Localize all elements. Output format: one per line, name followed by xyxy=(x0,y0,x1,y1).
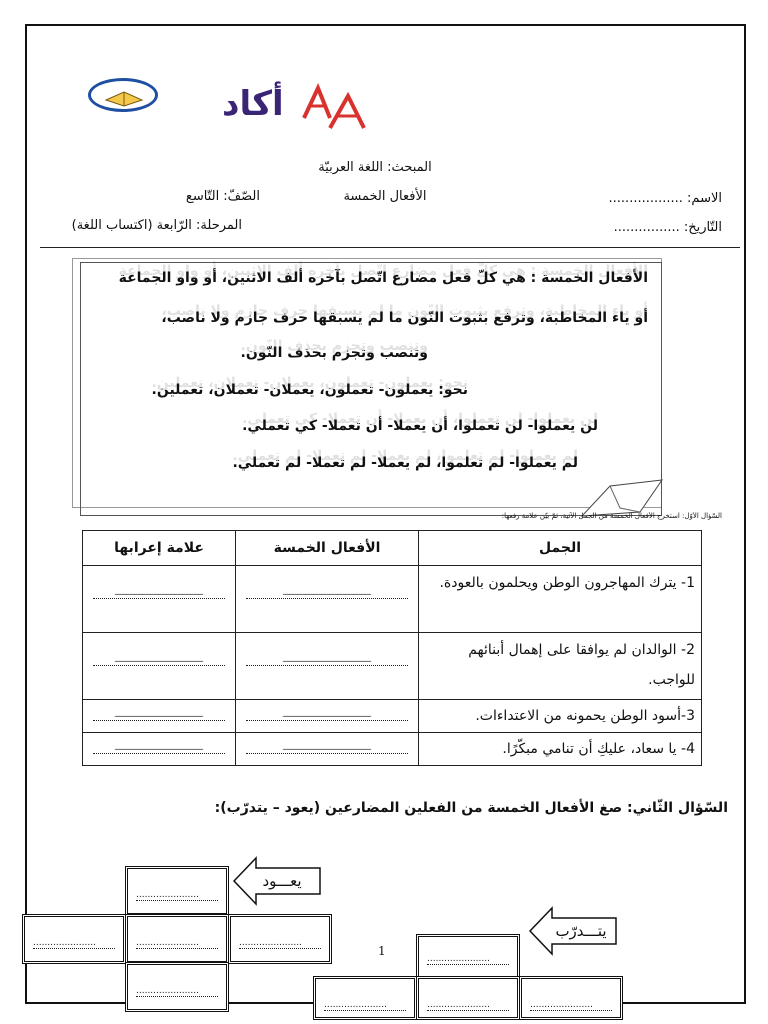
column-header-verbs: الأفعال الخمسة xyxy=(236,531,419,566)
verb1-label: يعـــود xyxy=(262,872,302,890)
verb-answer-cell[interactable]: ________________ xyxy=(236,566,419,633)
definition-example-2: لن يعملوا- لن تعملوا، أن يعملا- أن تعملا- كي تعملي. xyxy=(242,418,598,434)
sentence-cell: 1- يترك المهاجرون الوطن ويحلمون بالعودة. xyxy=(419,566,702,633)
table-row xyxy=(83,566,702,633)
verb2-cell-center[interactable]: ...................... xyxy=(416,976,520,1020)
verb-answer-cell[interactable]: ________________ xyxy=(236,733,419,766)
verb2-label: يتـــدرّب xyxy=(555,922,607,940)
verb1-cell-top[interactable]: ...................... xyxy=(125,866,229,916)
sentence-cell: 2- الوالدان لم يوافقا على إهمال أبنائهم للواجب. xyxy=(419,633,702,700)
verb1-cell-left[interactable]: ...................... xyxy=(22,914,126,964)
verb-answer-cell[interactable]: ________________ xyxy=(236,700,419,733)
verb2-cell-top[interactable]: ...................... xyxy=(416,934,520,980)
page-number: 1 xyxy=(378,944,386,958)
verb1-cell-center[interactable]: ...................... xyxy=(125,914,229,964)
definition-example-3: لم يعملوا- لم تعلموا، لم يعملا- لم تعملا- لم تعملي. xyxy=(232,455,578,471)
subject-label: المبحث: اللغة العربيّة xyxy=(318,160,432,175)
verb1-cell-right[interactable]: ...................... xyxy=(228,914,332,964)
sentence-cell: 4- يا سعاد، عليكِ أن تنامي مبكّرًا. xyxy=(419,733,702,766)
stage-label: المرحلة: الرّابعة (اكتساب اللغة) xyxy=(71,218,242,233)
book-icon xyxy=(100,82,148,110)
sign-answer-cell[interactable]: ________________ xyxy=(83,733,236,766)
verb2-cell-right[interactable]: ...................... xyxy=(519,976,623,1020)
date-field[interactable]: التّاريخ: ................ xyxy=(613,220,722,235)
table-header-row xyxy=(83,531,702,566)
brand-name: أكاد xyxy=(222,84,284,124)
sentence-cell: 3-أسود الوطن يحمونه من الاعتداءات. xyxy=(419,700,702,733)
sign-answer-cell[interactable]: ________________ xyxy=(83,633,236,700)
table-row xyxy=(83,733,702,766)
definition-line-2: أو ياء المخاطبة، وترفع بثبوت النّون ما لم يسبقها حرف جازم ولا ناصب، xyxy=(161,310,648,326)
sign-answer-cell[interactable]: ________________ xyxy=(83,700,236,733)
table-row xyxy=(83,700,702,733)
student-name-field[interactable]: الاسم: .................. xyxy=(608,191,722,206)
header-divider xyxy=(40,247,740,248)
question1-label: السّؤال الأوّل: استخرج الأفعال الخمسة من الجمل الآتية، ثمّ بيّن علامة رفعها: xyxy=(501,512,722,520)
grade-label: الصّفّ: التّاسع xyxy=(185,189,260,204)
table-row xyxy=(83,633,702,700)
topic-label: الأفعال الخمسة xyxy=(343,189,427,204)
brand-mark-icon xyxy=(300,78,380,134)
verb1-cell-bottom[interactable]: ...................... xyxy=(125,962,229,1012)
verb2-cell-left[interactable]: ...................... xyxy=(313,976,417,1020)
definition-example-1: نحو: يعملون- تعملون، يعملان- تعملان، تعملين. xyxy=(151,382,468,398)
question2-label: السّؤال الثّاني: صغ الأفعال الخمسة من الفعلين المضارعين (يعود – يتدرّب): xyxy=(214,800,728,816)
definition-line-3: وتنصب وتجزم بحذف النّون. xyxy=(240,345,428,361)
column-header-sign: علامة إعرابها xyxy=(83,531,236,566)
question1-table xyxy=(82,530,702,766)
column-header-sentences: الجمل xyxy=(419,531,702,566)
definition-line-1: الأفعال الخمسة : هي كلّ فعل مضارع اتّصل بآخره ألف الاثنين، أو واو الجماعة xyxy=(118,270,648,286)
sign-answer-cell[interactable]: ________________ xyxy=(83,566,236,633)
verb-answer-cell[interactable]: ________________ xyxy=(236,633,419,700)
